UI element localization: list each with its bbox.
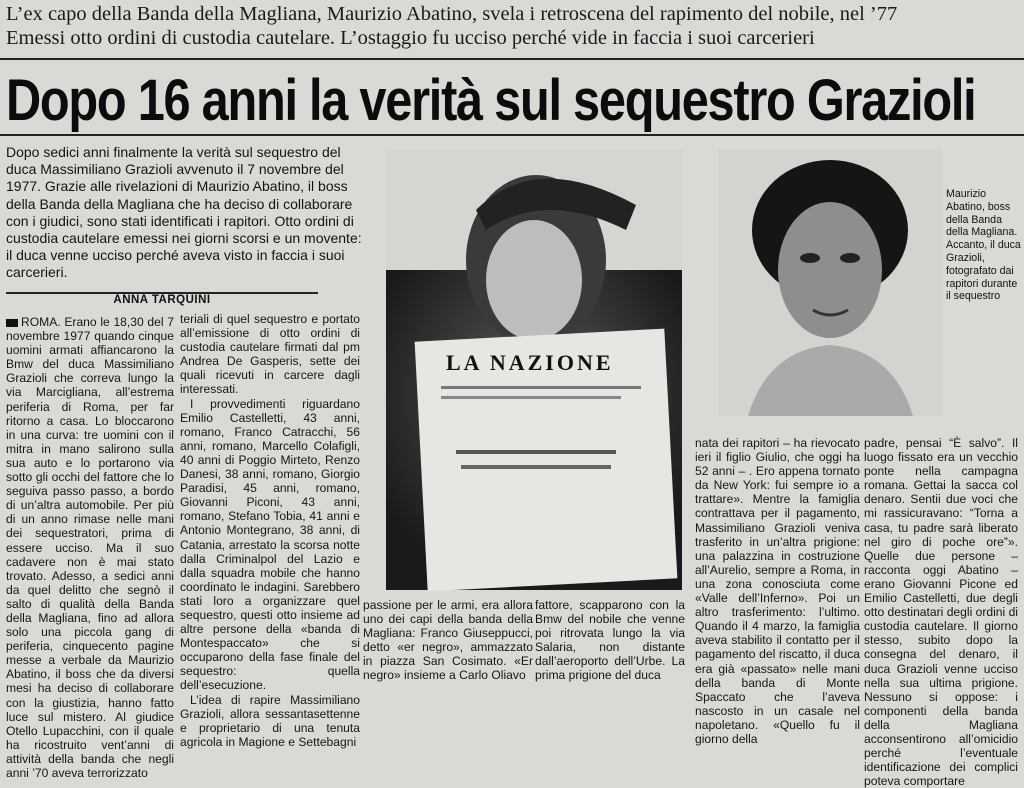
photo-masthead: LA NAZIONE [446, 350, 614, 375]
column-2 [180, 312, 360, 749]
photo-abatino-image [386, 150, 682, 590]
summary [6, 144, 366, 282]
column-2-paragraph-3: L’idea di rapire Massimiliano Grazioli, allora sessantasettenne e proprietario di una tenuta agricola in Magione e Settebagni [180, 692, 360, 749]
summary-text: Dopo sedici anni finalmente la verità sul sequestro del duca Massimiliano Grazioli avvenuto il 7 novembre del 1977. Grazie alle rivelazioni di Maurizio Abatino, il boss della Banda della Magliana che ha deciso di collaborare con i giudici, sono stati identificati i rapitori. Otto ordini di custodia cautelare emessi nei giorni scorsi e un movente: il duca venne ucciso perché aveva visto in faccia i suoi carcerieri. [6, 144, 362, 281]
kicker [6, 2, 1018, 50]
headline: Dopo 16 anni la verità sul sequestro Grazioli [6, 68, 976, 133]
photo-grazioli [718, 150, 942, 416]
column-6 [864, 436, 1018, 788]
column-5 [695, 436, 860, 746]
column-3 [363, 598, 533, 683]
photo-grazioli-image [718, 150, 942, 416]
caption-text: Maurizio Abatino, boss della Banda della Magliana. Accanto, il duca Grazioli, fotografato dai rapitori durante il sequestro [946, 188, 1021, 303]
column-2-paragraph-2: I provvedimenti riguardano Emilio Castelletti, 43 anni, romano, Franco Catracchi, 56 anni, romano, Marcello Colafigli, 40 anni di Poggio Mirteto, Renzo Danesi, 38 anni, romano, Giorgio Paradisi, 45 anni, romano, Giovanni Piconi, 43 anni, romano, Stefano Tobia, 41 anni e Antonio Montegrano, 38 anni, di Catania, arrestato la scorsa notte dalla Criminalpol del Lazio e dalla squadra mobile che hanno coordinato le indagini. Sarebbero stati loro a organizzare quel sequestro, questi otto insieme ad altre persone della «banda di Montespaccato» che si occuparono della fase finale del sequestro: quella dell’esecuzione. [180, 396, 360, 693]
column-1 [6, 315, 174, 780]
kicker-line-1: L’ex capo della Banda della Magliana, Maurizio Abatino, svela i retroscena del rapimento del nobile, nel ’77 [6, 3, 898, 25]
bullet-marker [6, 319, 18, 327]
photo-caption [946, 188, 1022, 303]
photo-abatino [386, 150, 682, 590]
column-1-text: ROMA. Erano le 18,30 del 7 novembre 1977 quando cinque uomini armati affiancarono la Bmw del duca Massimiliano Grazioli che correva lungo la via Marcigliana, all’estrema periferia di Roma, per far ritorno a casa. Lo bloccarono in una curva: tre uomini con il mitra in mano salirono sulla sua auto e lo portarono via sotto gli occhi del fattore che lo seguiva passo passo, a bordo di un’altra automobile. Per più di un anno rimase nelle mani dei sequestratori, prima di essere ucciso. Ma il suo cadavere non è mai stato trovato. Adesso, a sedici anni da quel delitto che segnò il salto di qualità della Banda della Magliana, fino ad allora solo una piccola gang di periferia, cinquecento pagine messe a verbale da Maurizio Abatino, il boss che da diversi mesi ha deciso di collaborare con la giustizia, hanno fatto luce sul mistero. Al giudice Otello Lupacchini, con il quale ha ricostruito vent’anni di attività della banda che negli anni ’70 aveva terrorizzato [6, 315, 174, 780]
headline-rule [0, 134, 1024, 136]
column-2-text: teriali di quel sequestro e portato all’emissione di otto ordini di custodia cautelare firmati dal pm Andrea De Gasperis, sette dei quali ricevuti in carcere dagli interessati. [180, 312, 360, 397]
column-4-text: fattore, scapparono con la Bmw del nobile che venne poi ritrovata lungo la via Salaria, non distante dall’aeroporto dell’Urbe. La prima prigione del duca [535, 598, 685, 683]
column-3-text: passione per le armi, era allora uno dei capi della banda della Magliana: Franco Giuseppucci, detto «er negro», ammazzato in piazza San Cosimato. «Er negro» insieme a Carlo Oliavo [363, 598, 533, 683]
column-4 [535, 598, 685, 683]
column-6-text: padre, pensai “È salvo”. Il luogo fissato era un vecchio ponte nella campagna romana. Gettai la sacca col denaro. Sentii due voci che mi rassicuravano: “Torna a casa, tu padre sarà liberato nel giro di poche ore”». Quelle due persone – racconta oggi Abatino – erano Giovanni Picone ed Emilio Castelletti, due degli otto destinatari degli ordini di custodia cautelare. Il giorno stesso, subito dopo la consegna del denaro, il duca Grazioli venne ucciso nella sua ultima prigione. Nessuno si oppose: i componenti della banda della Magliana acconsentirono all’omicidio perché l’eventuale identificazione dei complici poteva comportare [864, 436, 1018, 788]
column-5-text: nata dei rapitori – ha rievocato ieri il figlio Giulio, che oggi ha 52 anni – . Ero appena tornato da New York: fui sempre io a trattare». Mentre la famiglia contrattava per il pagamento, Massimiliano Grazioli veniva trasferito in un’altra prigione: una palazzina in costruzione all’Aurelio, sempre a Roma, in una zona conosciuta come «Valle dell’Inferno». Poi un altro trasferimento: l’ultimo. Quando il 4 marzo, la famiglia aveva stabilito il contatto per il pagamento del riscatto, il duca era già «passato» nelle mani della banda di Monte Spaccato che l’aveva nascosto in un casale nel napoletano. «Quello fu il giorno della [695, 436, 860, 746]
byline: ANNA TARQUINI [113, 294, 211, 306]
kicker-line-2: Emessi otto ordini di custodia cautelare. L’ostaggio fu ucciso perché vide in faccia i suoi carcerieri [6, 27, 815, 49]
